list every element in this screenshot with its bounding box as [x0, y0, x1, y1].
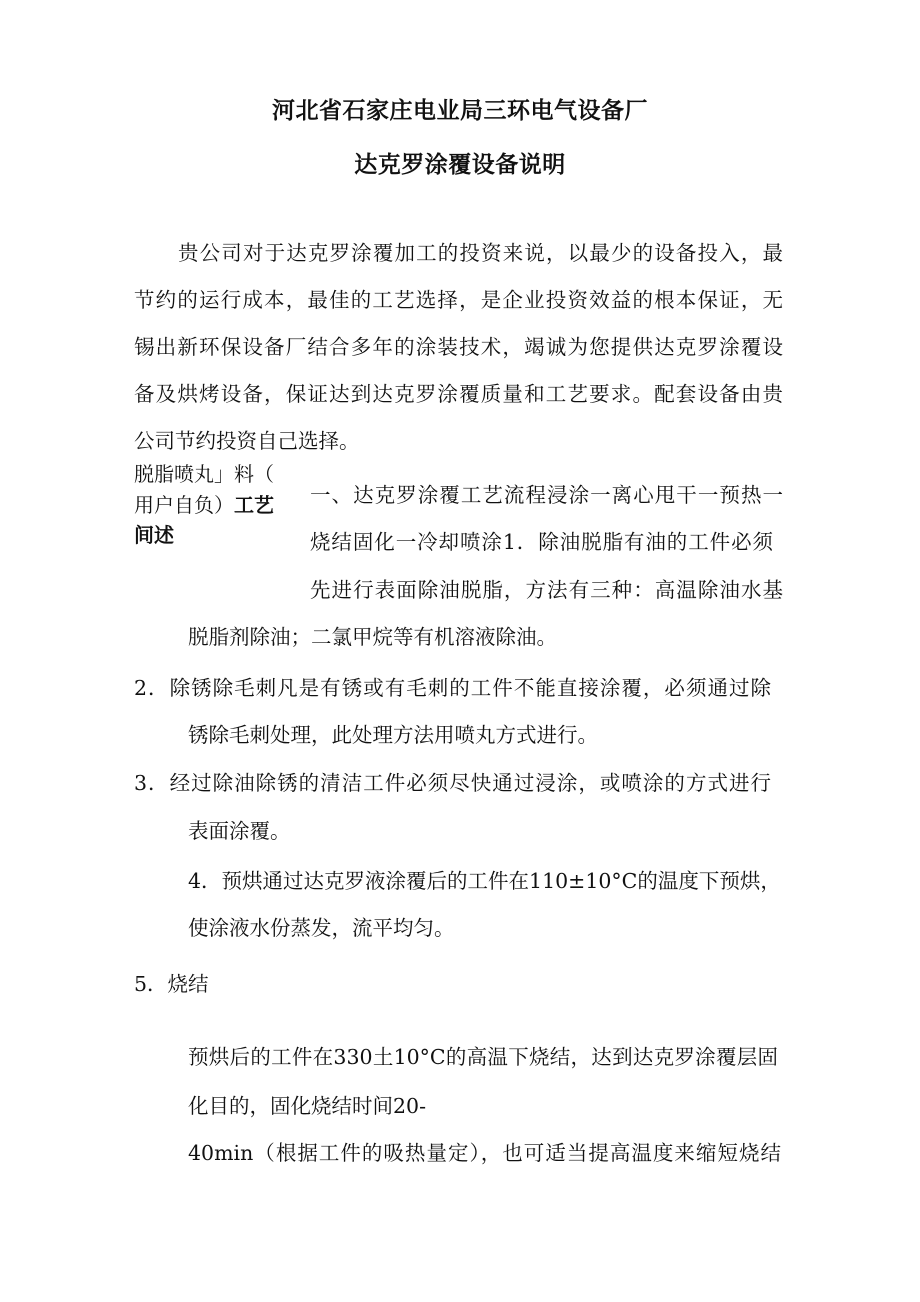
item5-line: 40min（根据工件的吸热量定），也可适当提高温度来缩短烧结 [188, 1141, 781, 1165]
document-title: 河北省石家庄电业局三环电气设备厂 [272, 98, 648, 124]
section1-line: 一、达克罗涂覆工艺流程浸涂一离心甩干一预热一 [310, 483, 783, 507]
side-note-line [134, 493, 274, 517]
side-note-text: 用户自负） [134, 493, 234, 517]
side-note-bold: 工艺 [234, 493, 274, 517]
intro-line: 贵公司对于达克罗涂覆加工的投资来说，以最少的设备投入，最 [178, 241, 783, 265]
section1-line: 先进行表面除油脱脂，方法有三种：高温除油水基 [310, 578, 783, 602]
item4-line: 使涂液水份蒸发，流平均匀。 [188, 916, 455, 940]
item2-line: 锈除毛刺处理，此处理方法用喷丸方式进行。 [188, 723, 598, 747]
item5-heading: 5．烧结 [134, 972, 209, 996]
side-note-line: 脱脂喷丸」料（ [134, 462, 274, 486]
item3-line: 表面涂覆。 [188, 819, 291, 843]
document-subtitle: 达克罗涂覆设备说明 [354, 152, 566, 178]
intro-line: 备及烘烤设备，保证达到达克罗涂覆质量和工艺要求。配套设备由贵 [134, 382, 783, 406]
section1-line: 烧结固化一冷却喷涂1．除油脱脂有油的工件必须 [310, 530, 773, 554]
item3-line: 3．经过除油除锈的清洁工件必须尽快通过浸涂，或喷涂的方式进行 [134, 771, 771, 795]
section1-line: 脱脂剂除油；二氯甲烷等有机溶液除油。 [188, 625, 557, 649]
intro-line: 节约的运行成本，最佳的工艺选择，是企业投资效益的根本保证，无 [134, 288, 783, 312]
intro-line: 公司节约投资自己选择。 [134, 429, 360, 453]
item2-line: 2．除锈除毛刺凡是有锈或有毛刺的工件不能直接涂覆，必须通过除 [134, 676, 771, 700]
item4-line: 4．预烘通过达克罗液涂覆后的工件在110±10°C的温度下预烘， [188, 869, 781, 893]
item5-line: 预烘后的工件在330土10°C的高温下烧结，达到达克罗涂覆层固 [188, 1045, 778, 1069]
side-note-heading: 间述 [134, 523, 174, 547]
intro-line: 锡出新环保设备厂结合多年的涂装技术，竭诚为您提供达克罗涂覆设 [134, 335, 783, 359]
item5-line: 化目的，固化烧结时间20- [188, 1094, 427, 1118]
